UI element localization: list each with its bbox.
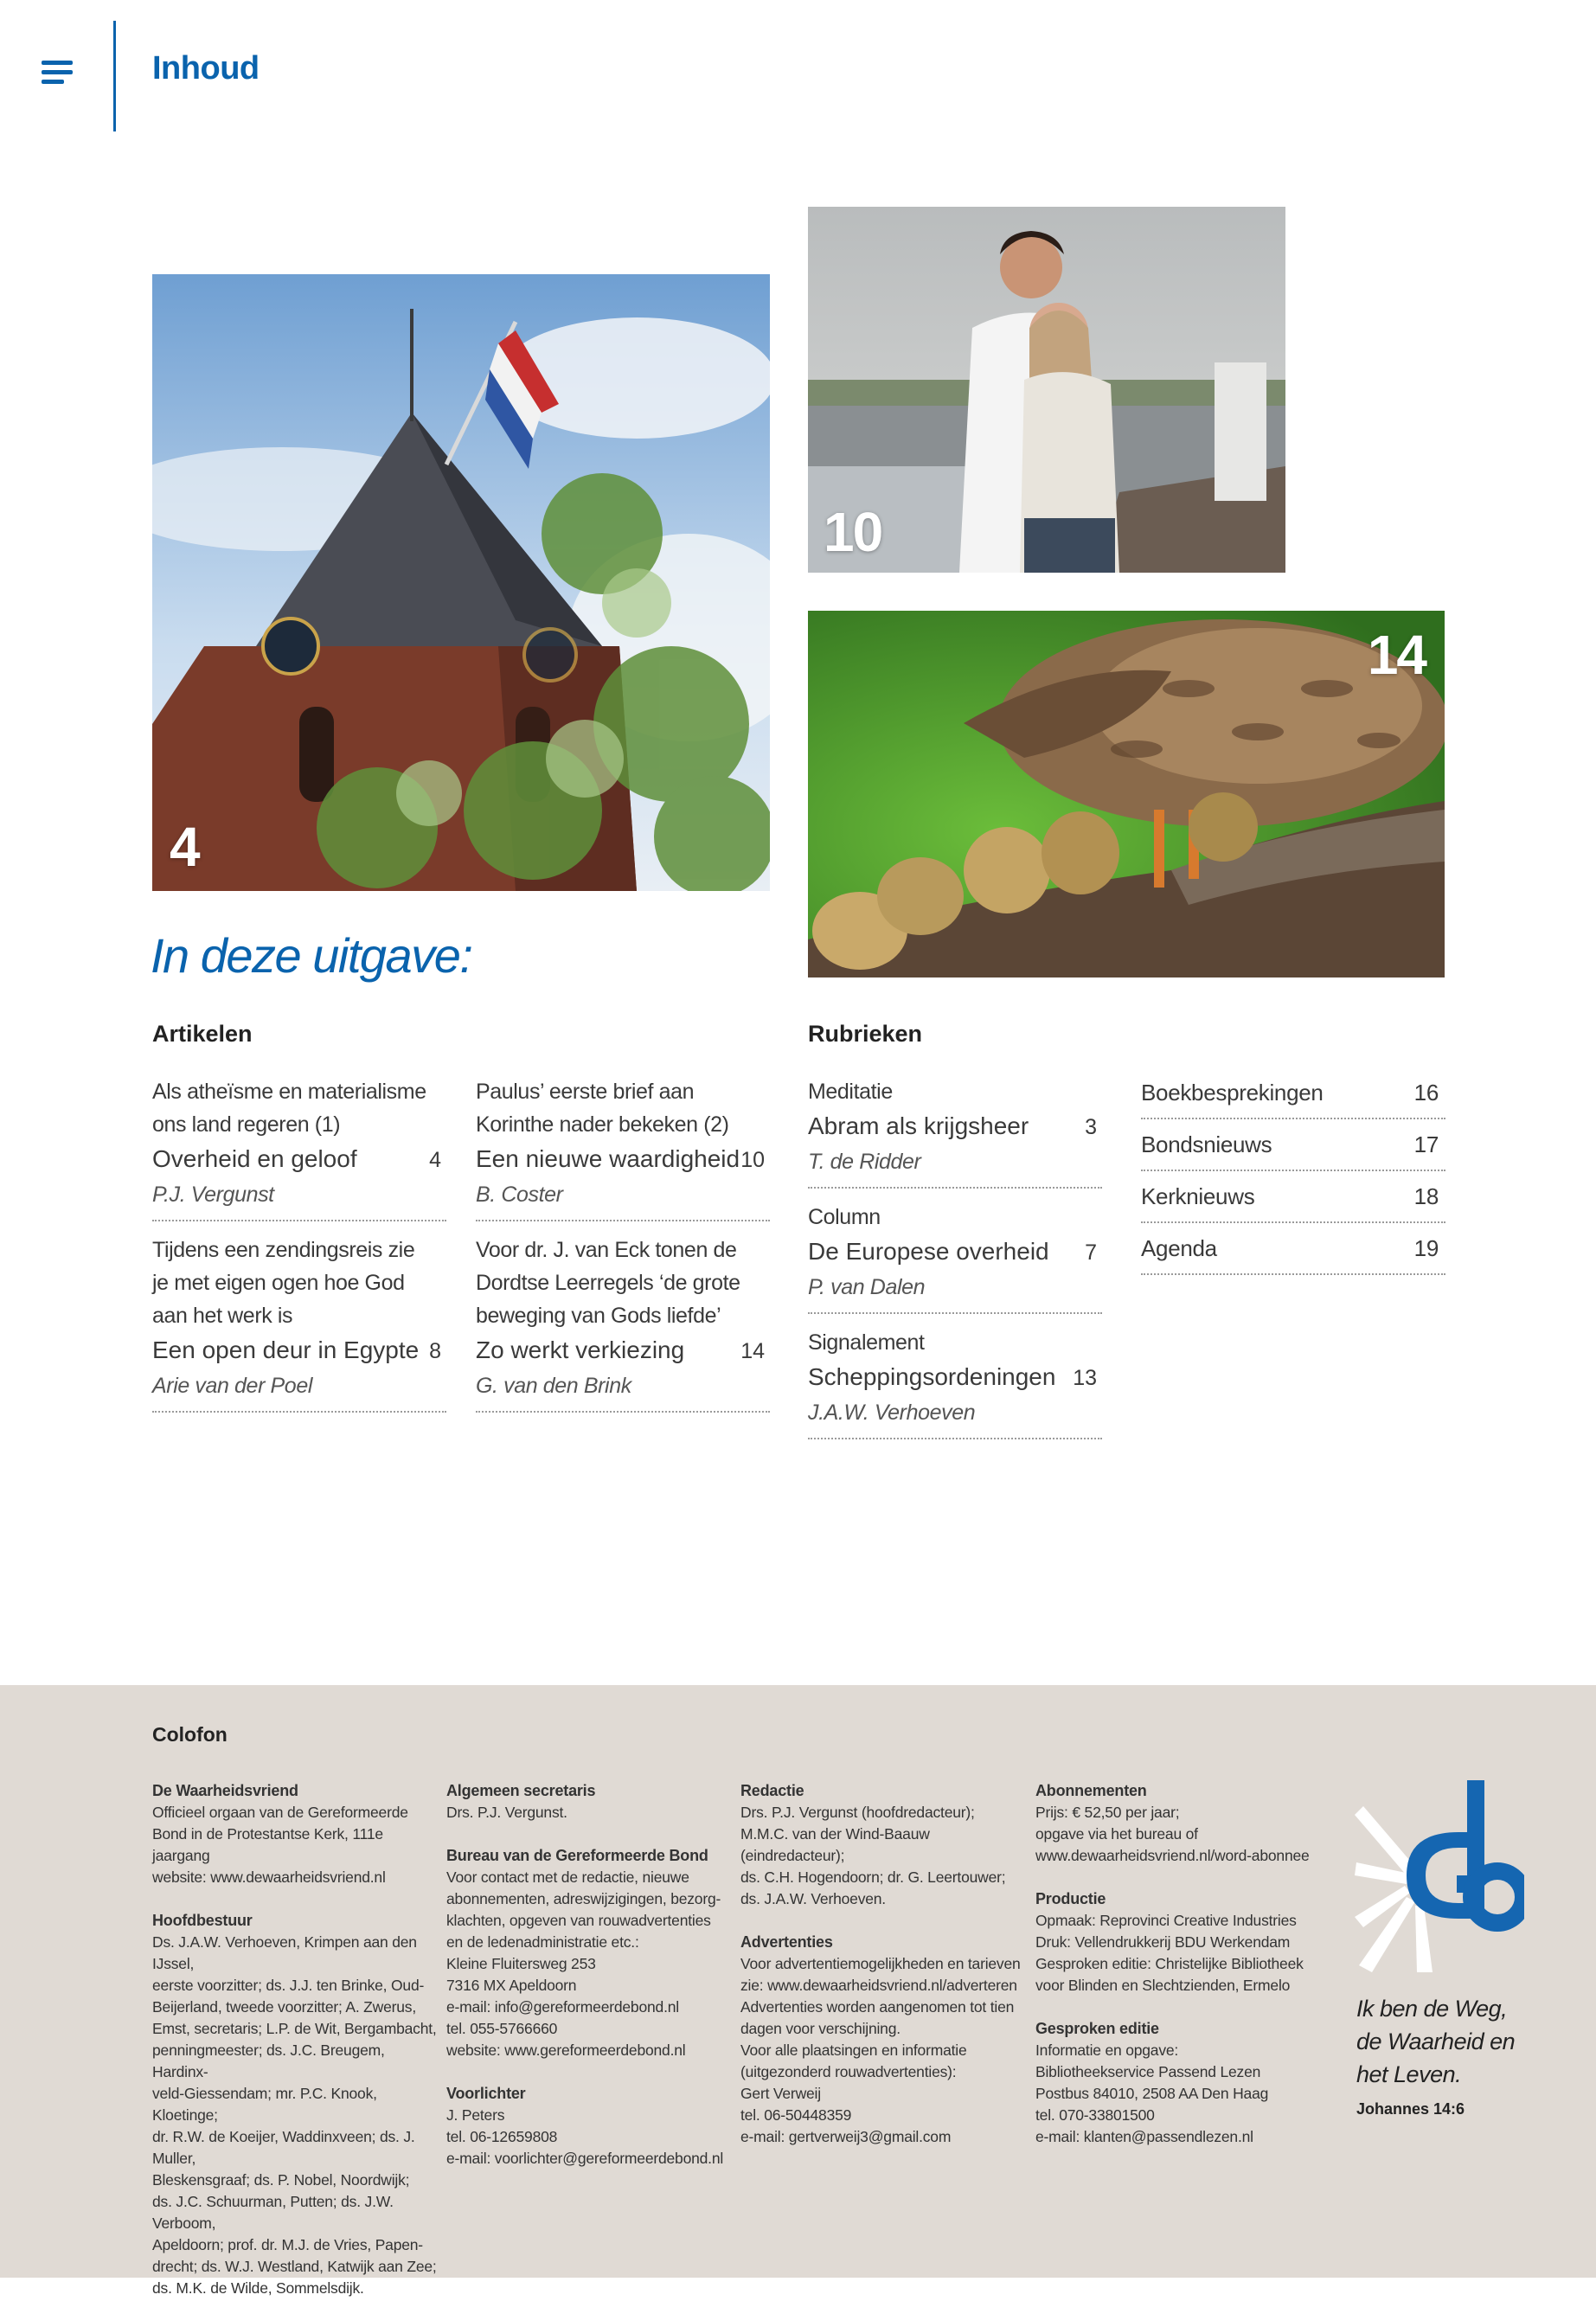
- colofon-line: Prijs: € 52,50 per jaar;: [1035, 1804, 1180, 1821]
- colofon-line: Opmaak: Reprovinci Creative Industries: [1035, 1912, 1297, 1929]
- colofon-line: Bleskensgraaf; ds. P. Nobel, Noordwijk;: [152, 2171, 410, 2189]
- rubriek-row[interactable]: [1141, 1127, 1445, 1171]
- article-lead: Tijdens een zendingsreis zie je met eigen ogen hoe God aan het werk is: [152, 1238, 415, 1328]
- article-title-row[interactable]: [152, 1141, 446, 1178]
- colofon-block-heading: Algemeen secretaris: [446, 1782, 596, 1799]
- rubriek-category: Column: [808, 1205, 881, 1229]
- colofon-block-heading: Advertenties: [740, 1933, 833, 1951]
- colofon-line: veld-Giessendam; mr. P.C. Knook, Kloetinge;: [152, 2085, 377, 2124]
- page-number: 10: [740, 1148, 765, 1172]
- page-number: 14: [740, 1339, 765, 1363]
- colofon-block: [1035, 1780, 1321, 1867]
- colofon-line: website: www.dewaarheidsvriend.nl: [152, 1868, 386, 1886]
- article-title[interactable]: Zo werkt verkiezing: [476, 1336, 685, 1363]
- page-title: Inhoud: [152, 50, 260, 87]
- article-entry[interactable]: [152, 1234, 446, 1413]
- rubriek-author: P. van Dalen: [808, 1275, 926, 1299]
- article-entry[interactable]: [476, 1234, 770, 1413]
- colofon-column-1: [152, 1780, 438, 2301]
- colofon-line: M.M.C. van der Wind-Baauw (eindredacteur);: [740, 1825, 930, 1864]
- colofon-line: dagen voor verschijning.: [740, 2020, 901, 2037]
- article-lead: Als atheïsme en materialisme ons land regeren (1): [152, 1080, 426, 1137]
- colofon-block-heading: Abonnementen: [1035, 1782, 1147, 1799]
- page-number-14: 14: [1367, 624, 1426, 686]
- page-number: 19: [1413, 1235, 1439, 1261]
- article-author: B. Coster: [476, 1183, 563, 1207]
- rubrieken-column-2: [1141, 1075, 1445, 1283]
- colofon-line: J. Peters: [446, 2106, 505, 2124]
- colofon-line: dr. R.W. de Koeijer, Waddinxveen; ds. J. Muller,: [152, 2128, 415, 2167]
- colofon-block-heading: Productie: [1035, 1890, 1106, 1907]
- rubrieken-column-1: [808, 1075, 1102, 1452]
- artikelen-column-1: [152, 1075, 446, 1425]
- article-title[interactable]: Een open deur in Egypte: [152, 1336, 420, 1363]
- ducks-photo[interactable]: [808, 611, 1445, 977]
- rubriek-row[interactable]: [1141, 1179, 1445, 1223]
- page-number: 13: [1073, 1366, 1097, 1390]
- couple-photo[interactable]: [808, 207, 1285, 573]
- article-entry[interactable]: [152, 1075, 446, 1221]
- colofon-line: Voor contact met de redactie, nieuwe: [446, 1868, 689, 1886]
- colofon-line: klachten, opgeven van rouwadvertenties: [446, 1912, 711, 1929]
- colofon-line: voor Blinden en Slechtzienden, Ermelo: [1035, 1977, 1291, 1994]
- colofon-line: zie: www.dewaarheidsvriend.nl/adverteren: [740, 1977, 1017, 1994]
- artikelen-heading: Artikelen: [152, 1021, 253, 1047]
- rubriek-row[interactable]: [1141, 1075, 1445, 1119]
- bible-quote-reference: Johannes 14:6: [1356, 2100, 1465, 2118]
- rubriek-author: T. de Ridder: [808, 1150, 921, 1174]
- colofon-line: Officieel orgaan van de Gereformeerde: [152, 1804, 408, 1821]
- rubriek-title[interactable]: Bondsnieuws: [1141, 1131, 1272, 1157]
- rubriek-title[interactable]: Abram als krijgsheer: [808, 1112, 1029, 1139]
- rubriek-category: Meditatie: [808, 1080, 893, 1104]
- colofon-block: [740, 1932, 1026, 2148]
- article-lead: Voor dr. J. van Eck tonen de Dordtse Leerregels ‘de grote beweging van Gods liefde’: [476, 1238, 740, 1328]
- rubriek-title[interactable]: Scheppingsordeningen: [808, 1363, 1056, 1390]
- colofon-line: www.dewaarheidsvriend.nl/word-abonnee: [1035, 1847, 1310, 1864]
- page-number: 17: [1413, 1131, 1439, 1157]
- colofon-line: e-mail: info@gereformeerdebond.nl: [446, 1998, 679, 2016]
- rubriek-author: J.A.W. Verhoeven: [808, 1400, 976, 1425]
- rubriek-title[interactable]: Boekbesprekingen: [1141, 1080, 1324, 1106]
- colofon-line: en de ledenadministratie etc.:: [446, 1933, 639, 1951]
- rubriek-title[interactable]: Kerknieuws: [1141, 1183, 1255, 1209]
- article-entry[interactable]: [476, 1075, 770, 1221]
- colofon-block: [446, 1780, 732, 1823]
- colofon-block-heading: Bureau van de Gereformeerde Bond: [446, 1847, 708, 1864]
- article-author: Arie van der Poel: [152, 1374, 312, 1398]
- page-number-10: 10: [824, 501, 882, 563]
- colofon-line: tel. 055-5766660: [446, 2020, 558, 2037]
- colofon-line: Drs. P.J. Vergunst.: [446, 1804, 567, 1821]
- article-title[interactable]: Een nieuwe waardigheid: [476, 1145, 740, 1172]
- header-divider: [113, 21, 116, 131]
- colofon-line: Bond in de Protestantse Kerk, 111e jaargang: [152, 1825, 383, 1864]
- colofon-line: ds. C.H. Hogendoorn; dr. G. Leertouwer;: [740, 1868, 1006, 1886]
- colofon-block: [152, 1910, 438, 2299]
- colofon-line: e-mail: voorlichter@gereformeerdebond.nl: [446, 2150, 724, 2167]
- colofon-line: Beijerland, tweede voorzitter; A. Zwerus,: [152, 1998, 416, 2016]
- colofon-line: tel. 070-33801500: [1035, 2106, 1155, 2124]
- colofon-block-heading: Hoofdbestuur: [152, 1912, 253, 1929]
- rubriek-title[interactable]: De Europese overheid: [808, 1238, 1049, 1265]
- colofon-line: (uitgezonderd rouwadvertenties):: [740, 2063, 957, 2080]
- colofon-block-heading: Gesproken editie: [1035, 2020, 1159, 2037]
- rubriek-title[interactable]: Agenda: [1141, 1235, 1217, 1261]
- colofon-line: website: www.gereformeerdebond.nl: [446, 2041, 686, 2059]
- colofon-block: [740, 1780, 1026, 1910]
- colofon-line: Druk: Vellendrukkerij BDU Werkendam: [1035, 1933, 1291, 1951]
- page-number: 4: [429, 1148, 441, 1172]
- rubriek-entry[interactable]: [808, 1201, 1102, 1314]
- colofon-block: [446, 2083, 732, 2170]
- colofon-title: Colofon: [152, 1723, 228, 1746]
- page-number-4: 4: [170, 816, 199, 878]
- colofon-line: drecht; ds. W.J. Westland, Katwijk aan Zee;: [152, 2258, 437, 2275]
- article-title[interactable]: Overheid en geloof: [152, 1145, 357, 1172]
- colofon-block-heading: Redactie: [740, 1782, 804, 1799]
- colofon-line: Voor advertentiemogelijkheden en tarieven: [740, 1955, 1021, 1972]
- page-number: 3: [1085, 1115, 1097, 1139]
- colofon-line: e-mail: klanten@passendlezen.nl: [1035, 2128, 1253, 2145]
- article-author: P.J. Vergunst: [152, 1183, 274, 1207]
- colofon-line: Postbus 84010, 2508 AA Den Haag: [1035, 2085, 1269, 2102]
- article-title-row[interactable]: [476, 1332, 770, 1369]
- colofon-line: ds. J.A.W. Verhoeven.: [740, 1890, 886, 1907]
- colofon-line: eerste voorzitter; ds. J.J. ten Brinke, Oud-: [152, 1977, 425, 1994]
- colofon-line: 7316 MX Apeldoorn: [446, 1977, 577, 1994]
- rubriek-row[interactable]: [1141, 1231, 1445, 1275]
- colofon-line: abonnementen, adreswijzigingen, bezorg-: [446, 1890, 721, 1907]
- colofon-line: Ds. J.A.W. Verhoeven, Krimpen aan den IJssel,: [152, 1933, 417, 1972]
- article-title-row[interactable]: [152, 1332, 446, 1369]
- colofon-line: ds. M.K. de Wilde, Sommelsdijk.: [152, 2279, 364, 2297]
- issue-heading: In deze uitgave:: [151, 928, 472, 983]
- rubriek-entry[interactable]: [808, 1075, 1102, 1189]
- page-number: 16: [1413, 1080, 1439, 1106]
- page-number: 7: [1085, 1240, 1097, 1265]
- rubrieken-heading: Rubrieken: [808, 1021, 923, 1047]
- colofon-block-heading: Voorlichter: [446, 2085, 526, 2102]
- colofon-line: e-mail: gertverweij3@gmail.com: [740, 2128, 952, 2145]
- colofon-line: penningmeester; ds. J.C. Breugem, Hardinx-: [152, 2041, 385, 2080]
- colofon-line: Bibliotheekservice Passend Lezen: [1035, 2063, 1261, 2080]
- rubriek-category: Signalement: [808, 1330, 925, 1355]
- colofon-line: Gesproken editie: Christelijke Bibliotheek: [1035, 1955, 1304, 1972]
- colofon-block: [446, 1845, 732, 2061]
- colofon-block: [152, 1780, 438, 1888]
- colofon-block: [1035, 2018, 1321, 2148]
- rubriek-title-row[interactable]: [808, 1359, 1102, 1396]
- rubriek-title-row[interactable]: [808, 1234, 1102, 1271]
- page-number: 18: [1413, 1183, 1439, 1209]
- colofon-line: Kleine Fluitersweg 253: [446, 1955, 596, 1972]
- colofon-column-4: [1035, 1780, 1321, 2170]
- gereformeerde-bond-logo: [1355, 1780, 1524, 1972]
- rubriek-title-row[interactable]: [808, 1108, 1102, 1145]
- colofon-line: Emst, secretaris; L.P. de Wit, Bergambacht,: [152, 2020, 437, 2037]
- article-author: G. van den Brink: [476, 1374, 631, 1398]
- colofon-line: Voor alle plaatsingen en informatie: [740, 2041, 967, 2059]
- colofon-column-3: [740, 1780, 1026, 2170]
- colofon-line: Informatie en opgave:: [1035, 2041, 1179, 2059]
- colofon-block-heading: De Waarheidsvriend: [152, 1782, 298, 1799]
- colofon-block: [1035, 1888, 1321, 1997]
- menu-icon[interactable]: [42, 61, 73, 90]
- colofon-line: Apeldoorn; prof. dr. M.J. de Vries, Papen-: [152, 2236, 423, 2253]
- church-photo[interactable]: [152, 274, 770, 891]
- colofon-line: tel. 06-50448359: [740, 2106, 852, 2124]
- artikelen-column-2: [476, 1075, 770, 1425]
- colofon-line: opgave via het bureau of: [1035, 1825, 1198, 1843]
- page-number: 8: [429, 1339, 441, 1363]
- colofon-line: Advertenties worden aangenomen tot tien: [740, 1998, 1015, 2016]
- colofon-line: tel. 06-12659808: [446, 2128, 558, 2145]
- article-lead: Paulus’ eerste brief aan Korinthe nader bekeken (2): [476, 1080, 729, 1137]
- rubriek-entry[interactable]: [808, 1326, 1102, 1439]
- colofon-line: Drs. P.J. Vergunst (hoofdredacteur);: [740, 1804, 975, 1821]
- colofon-line: Gert Verweij: [740, 2085, 821, 2102]
- bible-quote: Ik ben de Weg, de Waarheid en het Leven.: [1356, 1996, 1516, 2087]
- colofon-column-2: [446, 1780, 732, 2191]
- colofon-line: ds. J.C. Schuurman, Putten; ds. J.W. Verboom,: [152, 2193, 394, 2232]
- article-title-row[interactable]: [476, 1141, 770, 1178]
